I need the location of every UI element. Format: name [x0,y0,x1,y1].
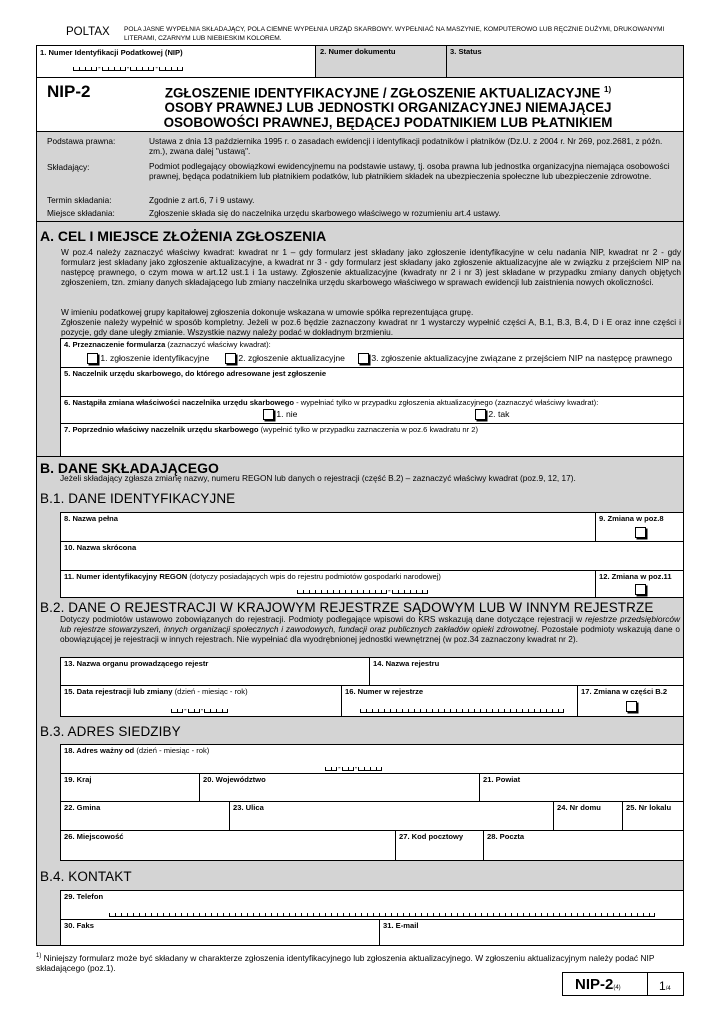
field-19-label: 19. Kraj [64,775,92,784]
footnote-text: Niniejszy formularz może być składany w charakterze zgłoszenia identyfikacyjnego lub zgłoszenia aktualizacyjnego. W zgłoszeniu aktualizacyjnym należy podać NIP składającego (poz.1). [36,952,655,974]
field-13-registry-authority[interactable] [60,657,370,686]
field-25-label: 25. Nr lokalu [626,803,672,812]
purpose-option-1[interactable]: 1. zgłoszenie identyfikacyjne [87,353,209,364]
field-22-label: 22. Gmina [64,803,101,812]
divider [647,973,648,995]
field-9 [595,512,684,542]
field-18-label: 18. Adres ważny od (dzień - miesiąc - rok) [64,746,210,755]
field-29-phone[interactable] [60,890,684,920]
field-8-label: 8. Nazwa pełna [64,514,119,523]
field-27-postal-code[interactable] [395,830,484,861]
section-a-para-2: W imieniu podatkowej grupy kapitałowej zgłoszenia dokonuje wskazana w umowie spółka reprezentująca grupę. [61,307,474,317]
field-30-fax[interactable] [60,919,380,946]
poltax-label: POLTAX [66,26,110,38]
field-10-short-name[interactable] [60,541,684,571]
field-31-email[interactable] [379,919,684,946]
info-block [36,132,684,222]
field-8-full-name[interactable] [60,512,596,542]
header-instructions: POLA JASNE WYPEŁNIA SKŁADAJĄCY, POLA CIEMNE WYPEŁNIA URZĄD SKARBOWY. WYPEŁNIAĆ NA MASZYNIE, KOMPUTEROWO LUB RĘCZNIE DUŻYMI, DRUKOWANYMI LITERAMI, CZARNYM LUB NIEBIESKIM KOLOREM. [124,26,665,42]
section-b-title: B. DANE SKŁADAJĄCEGO [40,460,219,476]
purpose-option-2[interactable]: 2. zgłoszenie aktualizacyjne [225,353,345,364]
section-b1-title: B.1. DANE IDENTYFIKACYJNE [40,491,236,506]
footnote [36,951,686,974]
field-28-post-office[interactable] [483,830,684,861]
field-7-label: 7. Poprzednio właściwy naczelnik urzędu skarbowego (wypełnić tylko w przypadku zaznaczenia w poz.6 kwadratu nr 2) [64,425,479,434]
field-23-street[interactable] [229,801,554,831]
field-5-tax-office[interactable] [60,367,684,397]
legal-basis-text: Ustawa z dnia 13 października 1995 r. o zasadach ewidencji i identyfikacji podatników i płatników (Dz.U. z 2004 r. Nr 269, poz.2681, z późn. zm.), zwana dalej "ustawą". [149,136,663,156]
field-7-previous-office[interactable] [60,423,684,457]
field-30-label: 30. Faks [64,921,94,930]
field-12-label: 12. Zmiana w poz.11 [599,572,672,581]
place-text: Zgłoszenie składa się do naczelnika urzędu skarbowego właściwego w rozumieniu art.4 ustawy. [149,208,501,218]
field-4 [60,338,684,368]
checkbox-icon[interactable] [635,527,646,538]
form-code-box [562,972,684,996]
checkbox-icon[interactable] [626,701,637,712]
field-23-label: 23. Ulica [233,803,264,812]
field-6-label: 6. Nastąpiła zmiana właściwości naczelnika urzędu skarbowego - wypełniać tylko w przypadku zgłoszenia aktualizacyjnego (zaznaczyć właściwy kwadrat): [64,398,599,407]
section-b3-title: B.3. ADRES SIEDZIBY [40,724,181,739]
field-20-label: 20. Województwo [203,775,266,784]
field-31-label: 31. E-mail [383,921,419,930]
title-line-3: OSOBOWOŚCI PRAWNEJ, BĘDĄCEJ PODATNIKIEM LUB PŁATNIKIEM [163,115,613,131]
section-a-para-1: W poz.4 należy zaznaczyć właściwy kwadrat: kwadrat nr 1 – gdy formularz jest składany jako zgłoszenie identyfikacyjne w celu nadania NIP, kwadrat nr 2 - gdy formularz jest składany jako zgłoszenie aktualizacyjne, a kwadrat nr 3 - gdy formularz jest składany jako zgłoszenie aktualizacyjne ale w związku z przejściem NIP na następcę prawnego, o czym mowa w art.12 ust.1 i 1a ustawy. Zgłoszenie aktualizacyjne (kwadraty nr 2 i nr 3) jest składane w przypadku zmiany danych objętych zgłoszeniem, tzn. zmiany danych składającego lub zmiany naczelnika urzędu skarbowego właściwego w sprawach ewidencji lub zaistnienia nowych okoliczności. [61,247,681,287]
date-ticks: - - [171,707,228,713]
nip-field[interactable] [37,46,316,77]
title-block [36,78,684,132]
date-ticks: - - [325,765,382,771]
field-19-country[interactable] [60,773,200,802]
field-21-county[interactable] [479,773,684,802]
phone-digit-ticks [109,911,655,917]
field-6 [60,396,684,424]
field-14-label: 14. Nazwa rejestru [373,659,440,668]
jurisdiction-change-no[interactable]: 1. nie [263,409,297,420]
field-11-regon[interactable] [60,570,596,598]
field-20-voivodeship[interactable] [199,773,480,802]
nip-digit-ticks: - - - [73,65,183,71]
nip-label: 1. Numer Identyfikacji Podatkowej (NIP) [40,48,183,57]
checkbox-icon[interactable] [358,353,369,364]
field-4-label: 4. Przeznaczenie formularza (zaznaczyć właściwy kwadrat): [64,340,271,349]
field-21-label: 21. Powiat [483,775,521,784]
field-16-registry-number[interactable] [341,685,578,717]
checkbox-icon[interactable] [475,409,486,420]
footnote-marker: 1) [36,953,42,959]
field-5-label: 5. Naczelnik urzędu skarbowego, do którego adresowane jest zgłoszenie [64,369,327,378]
field-14-registry-name[interactable] [369,657,684,686]
field-13-label: 13. Nazwa organu prowadzącego rejestr [64,659,209,668]
title-footnote-mark: 1) [604,85,612,94]
form-title [93,82,683,130]
checkbox-icon[interactable] [635,584,646,595]
section-a-para-3: Zgłoszenie należy wypełnić w sposób kompletny. Jeżeli w poz.6 będzie zaznaczony kwadrat nr 1 wystarczy wypełnić części A, B.1, B.3, B.4, D i E oraz inne części i pozycje, gdy dane uległy zmianie. Wszystkie nazwy należy podać w dokładnym brzmieniu. [61,317,681,337]
registry-number-ticks [360,707,564,713]
field-29-label: 29. Telefon [64,892,104,901]
field-28-label: 28. Poczta [487,832,525,841]
field-18-valid-from[interactable] [60,744,684,774]
place-label: Miejsce składania: [47,208,115,218]
field-24-house-number[interactable] [553,801,623,831]
divider [446,46,447,77]
title-line-2: OSOBY PRAWNEJ LUB JEDNOSTKI ORGANIZACYJNEJ NIEMAJĄCEJ [164,100,612,116]
page-number: 1/4 [659,979,671,993]
field-22-commune[interactable] [60,801,230,831]
section-b4-title: B.4. KONTAKT [40,869,132,884]
field-25-apartment-number[interactable] [622,801,684,831]
field-11-label: 11. Numer identyfikacyjny REGON (dotyczy posiadających wpis do rejestru podmiotów gospodarki narodowej) [64,572,441,581]
doc-number-label: 2. Numer dokumentu [320,47,396,56]
section-b2-intro: Dotyczy podmiotów ustawowo zobowiązanych do rejestracji. Podmioty podlegające wpisowi do KRS wskazują dane dotyczące rejestracji w rejestrze przedsiębiorców lub rejestrze stowarzyszeń, innych organizacji społecznych i zawodowych, fundacji oraz publicznych zakładów opieki zdrowotnej. Pozostałe podmioty wskazują dane o obowiązującej je rejestracji w innych rejestrach. Nie wypełniać dla wyodrębnionej jednostki wewnętrznej (w poz.34 zaznaczony kwadrat nr 2). [60,614,680,644]
field-26-label: 26. Miejscowość [64,832,124,841]
deadline-text: Zgodnie z art.6, 7 i 9 ustawy. [149,195,255,205]
form-code: NIP-2 [47,82,91,101]
field-12 [595,570,684,598]
section-b2-title: B.2. DANE O REJESTRACJI W KRAJOWYM REJESTRZE SĄDOWYM LUB W INNYM REJESTRZE [40,600,654,615]
field-16-label: 16. Numer w rejestrze [345,687,424,696]
checkbox-icon[interactable] [225,353,236,364]
field-24-label: 24. Nr domu [557,803,601,812]
field-15-label: 15. Data rejestracji lub zmiany (dzień - miesiąc - rok) [64,687,248,696]
section-a-title: A. CEL I MIEJSCE ZŁOŻENIA ZGŁOSZENIA [40,228,327,244]
field-9-label: 9. Zmiana w poz.8 [599,514,664,523]
status-label: 3. Status [450,47,482,56]
checkbox-icon[interactable] [87,353,98,364]
section-b-intro: Jeżeli składający zgłasza zmianę nazwy, numeru REGON lub danych o rejestracji (część B.2) – zaznaczyć właściwy kwadrat (poz.9, 12, 17). [60,473,576,483]
filer-label: Składający: [47,162,90,172]
title-line-1: ZGŁOSZENIE IDENTYFIKACYJNE / ZGŁOSZENIE AKTUALIZACYJNE [164,85,601,101]
deadline-label: Termin składania: [47,195,112,205]
field-15-registration-date[interactable] [60,685,342,717]
regon-digit-ticks: - [297,588,428,594]
purpose-option-3[interactable]: 3. zgłoszenie aktualizacyjne związane z przejściem NIP na następcę prawnego [358,353,672,364]
field-10-label: 10. Nazwa skrócona [64,543,137,552]
field-17 [577,685,684,717]
jurisdiction-change-yes[interactable]: 2. tak [475,409,509,420]
legal-basis-label: Podstawa prawna: [47,136,116,146]
field-27-label: 27. Kod pocztowy [399,832,464,841]
checkbox-icon[interactable] [263,409,274,420]
field-26-city[interactable] [60,830,396,861]
field-17-label: 17. Zmiana w części B.2 [581,687,668,696]
filer-text: Podmiot podlegający obowiązkowi ewidencyjnemu na podstawie ustawy, tj. osoba prawna lub jednostka organizacyjna niemająca osobowości prawnej, będąca podatnikiem lub płatnikiem podatków, lub płatnikiem składek na ubezpieczenia społeczne lub ubezpieczenie zdrowotne. [149,161,670,181]
footer-form-code: NIP-2(4) [575,976,621,993]
